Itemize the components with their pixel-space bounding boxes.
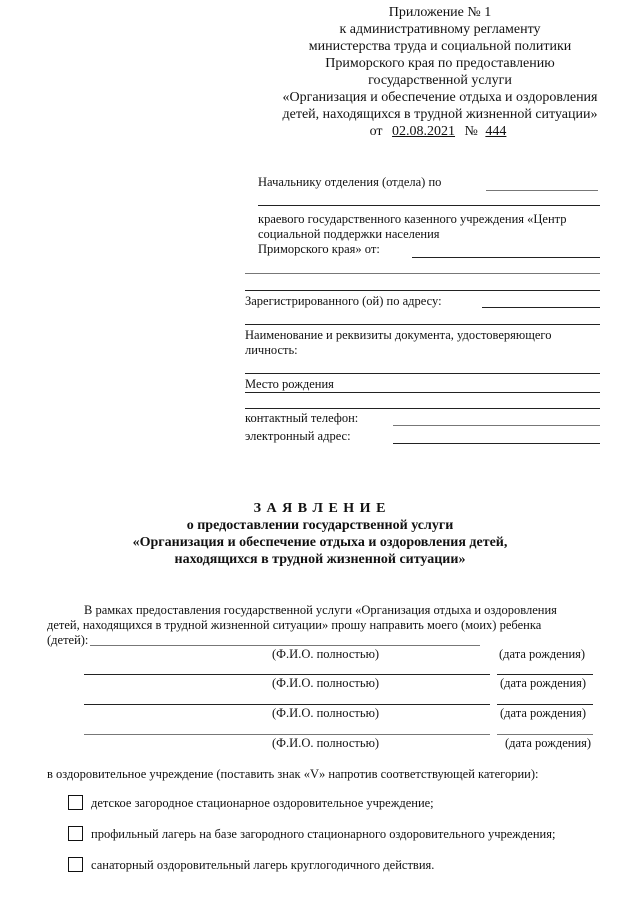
child-dob-caption: (дата рождения)	[499, 647, 586, 661]
child-fio-caption: (Ф.И.О. полностью)	[272, 706, 380, 720]
child-dob-caption: (дата рождения)	[500, 676, 587, 690]
child-fio-caption: (Ф.И.О. полностью)	[272, 736, 380, 750]
rule	[245, 324, 600, 325]
addressee-line1: Начальнику отделения (отдела) по	[258, 175, 442, 189]
header-line: «Организация и обеспечение отдыха и оздоровления	[282, 90, 598, 105]
doc-number: 444	[485, 124, 507, 139]
email-field[interactable]	[393, 443, 600, 444]
body-para: В рамках предоставления государственной услуги «Организация отдыха и оздоровления	[84, 603, 557, 617]
body-para: детей, находящихся в трудной жизненной ситуации» прошу направить моего (моих) ребенка	[47, 618, 542, 632]
child-fio-field[interactable]	[84, 674, 490, 675]
header-line: Приморского края по предоставлению	[325, 56, 555, 71]
registered-address-field[interactable]	[482, 307, 600, 308]
child-fio-caption: (Ф.И.О. полностью)	[272, 676, 380, 690]
doc-subtitle: «Организация и обеспечение отдыха и оздоровления детей,	[132, 535, 508, 550]
option-checkbox[interactable]	[68, 857, 83, 872]
child-dob-field[interactable]	[497, 734, 593, 735]
child-dob-caption: (дата рождения)	[500, 706, 587, 720]
document-label: Наименование и реквизиты документа, удостоверяющего	[245, 328, 552, 342]
option-label: профильный лагерь на базе загородного стационарного оздоровительного учреждения;	[91, 827, 556, 841]
num-prefix: №	[464, 124, 478, 139]
doc-subtitle: находящихся в трудной жизненной ситуации»	[174, 552, 466, 567]
phone-label: контактный телефон:	[245, 411, 359, 425]
rule	[245, 373, 600, 374]
addressee-line3: социальной поддержки населения	[258, 227, 440, 241]
child-fio-field[interactable]	[84, 704, 490, 705]
header-line: к административному регламенту	[339, 22, 541, 37]
email-label: электронный адрес:	[245, 429, 351, 443]
doc-title: З А Я В Л Е Н И Е	[253, 501, 387, 516]
header-line: государственной услуги	[368, 73, 512, 88]
addressee-line4: Приморского края» от:	[258, 242, 380, 256]
phone-field[interactable]	[393, 425, 600, 426]
addressee-line1-field[interactable]	[486, 190, 598, 191]
rule	[245, 408, 600, 409]
addressee-line2: краевого государственного казенного учреждения «Центр	[258, 212, 567, 226]
child-fio-field[interactable]	[90, 645, 480, 646]
option-label: детское загородное стационарное оздоровительное учреждение;	[91, 796, 434, 810]
header-date-line	[250, 123, 630, 140]
applicant-name-field[interactable]	[412, 257, 600, 258]
doc-date: 02.08.2021	[392, 124, 456, 139]
child-dob-field[interactable]	[497, 674, 593, 675]
header-line: детей, находящихся в трудной жизненной ситуации»	[282, 107, 598, 122]
rule	[245, 273, 600, 274]
header-line: Приложение № 1	[388, 5, 492, 20]
birthplace-field[interactable]	[245, 392, 600, 393]
header-block	[250, 4, 630, 140]
child-dob-field[interactable]	[497, 704, 593, 705]
body-para: (детей):	[47, 633, 89, 647]
registered-label: Зарегистрированного (ой) по адресу:	[245, 294, 442, 308]
child-fio-caption: (Ф.И.О. полностью)	[272, 647, 380, 661]
child-dob-caption: (дата рождения)	[505, 736, 592, 750]
date-prefix: от	[369, 124, 383, 139]
birthplace-label: Место рождения	[245, 377, 334, 391]
rule	[245, 290, 600, 291]
document-label2: личность:	[245, 343, 298, 357]
header-line: министерства труда и социальной политики	[308, 39, 572, 54]
doc-subtitle: о предоставлении государственной услуги	[186, 518, 454, 533]
category-intro: в оздоровительное учреждение (поставить знак «V» напротив соответствующей категории):	[47, 767, 539, 781]
option-checkbox[interactable]	[68, 826, 83, 841]
option-label: санаторный оздоровительный лагерь круглогодичного действия.	[91, 858, 435, 872]
option-checkbox[interactable]	[68, 795, 83, 810]
addressee-rule	[258, 205, 600, 206]
child-fio-field[interactable]	[84, 734, 490, 735]
